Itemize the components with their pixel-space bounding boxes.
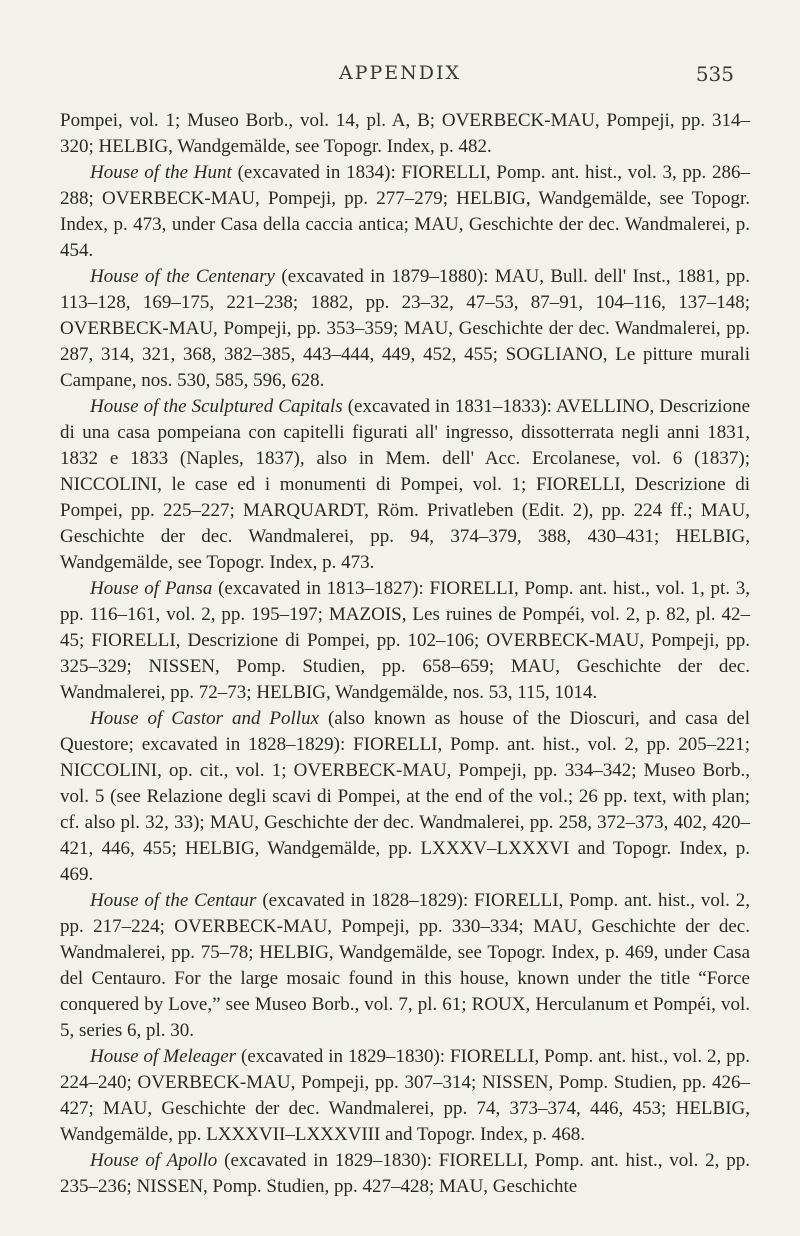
entry-text: (excavated in 1829–1830): FIORELLI, Pomp. ant. hist., vol. 2, pp. 224–240; OVERBECK-MAU, Pompeji, pp. 307–314; NISSEN, Pomp. Studien, pp. 426–427; MAU, Geschichte der dec. Wandmalerei, pp. 74, 373–374, 446, 453; HELBIG, Wandgemälde, pp. LXXXVII–LXXXVIII and Topogr. Index, p. 468.	[60, 1046, 750, 1145]
bibliography-entry	[60, 888, 750, 1044]
running-head	[0, 62, 800, 92]
page-header-title: APPENDIX	[338, 62, 462, 84]
entry-text: (excavated in 1831–1833): AVELLINO, Descrizione di una casa pompeiana con capitelli figurati all' ingresso, dissotterrata negli anni 1831, 1832 e 1833 (Naples, 1837), also in Mem. dell' Acc. Ercolanese, vol. 6 (1837); NICCOLINI, le case ed i monumenti di Pompei, vol. 1; FIORELLI, Descrizione di Pompei, pp. 225–227; MARQUARDT, Röm. Privatleben (Edit. 2), pp. 224 ff.; MAU, Geschichte der dec. Wandmalerei, pp. 94, 374–379, 388, 430–431; HELBIG, Wandgemälde, see Topogr. Index, p. 473.	[60, 396, 751, 573]
entry-text: (also known as house of the Dioscuri, and casa del Questore; excavated in 1828–1829): FIORELLI, Pomp. ant. hist., vol. 2, pp. 205–221; NICCOLINI, op. cit., vol. 1; OVERBECK-MAU, Pompeji, pp. 334–342; Museo Borb., vol. 5 (see Relazione degli scavi di Pompei, at the end of the vol.; 26 pp. text, with plan; cf. also pl. 32, 33); MAU, Geschichte der dec. Wandmalerei, pp. 258, 372–373, 402, 420–421, 446, 455; HELBIG, Wandgemälde, pp. LXXXV–LXXXVI and Topogr. Index, p. 469.	[60, 708, 751, 885]
entry-title: House of Apollo	[90, 1150, 218, 1171]
entry-title: House of the Centaur	[90, 890, 257, 911]
entry-text: (excavated in 1834): FIORELLI, Pomp. ant. hist., vol. 3, pp. 286–288; OVERBECK-MAU, Pompeji, pp. 277–279; HELBIG, Wandgemälde, see Topogr. Index, p. 473, under Casa della caccia antica; MAU, Geschichte der dec. Wandmalerei, p. 454.	[60, 162, 751, 261]
entry-text: (excavated in 1879–1880): MAU, Bull. dell' Inst., 1881, pp. 113–128, 169–175, 221–238; 1882, pp. 23–32, 47–53, 87–91, 104–116, 137–148; OVERBECK-MAU, Pompeji, pp. 353–359; MAU, Geschichte der dec. Wandmalerei, pp. 287, 314, 321, 368, 382–385, 443–444, 449, 452, 455; SOGLIANO, Le pitture murali Campane, nos. 530, 585, 596, 628.	[60, 266, 751, 391]
entry-title: House of Castor and Pollux	[90, 708, 320, 729]
page-number: 535	[695, 62, 734, 86]
entry-title: House of the Hunt	[90, 162, 232, 183]
bibliography-entry	[60, 706, 750, 888]
entry-title: House of the Centenary	[90, 266, 275, 287]
bibliography-entry	[60, 160, 750, 264]
bibliography-entry	[60, 264, 750, 394]
bibliography-entry	[60, 394, 750, 576]
bibliography-text	[60, 108, 750, 1200]
bibliography-entry	[60, 1044, 750, 1148]
entry-text: (excavated in 1829–1830): FIORELLI, Pomp. ant. hist., vol. 2, pp. 235–236; NISSEN, Pomp. Studien, pp. 427–428; MAU, Geschichte	[60, 1150, 750, 1197]
entry-text: (excavated in 1828–1829): FIORELLI, Pomp. ant. hist., vol. 2, pp. 217–224; OVERBECK-MAU, Pompeji, pp. 330–334; MAU, Geschichte der dec. Wandmalerei, pp. 75–78; HELBIG, Wandgemälde, see Topogr. Index, p. 469, under Casa del Centauro. For the large mosaic found in this house, known under the title “Force conquered by Love,” see Museo Borb., vol. 7, pl. 61; ROUX, Herculanum et Pompéi, vol. 5, series 6, pl. 30.	[60, 890, 750, 1041]
entry-title: House of Pansa	[90, 578, 213, 599]
entry-text: (excavated in 1813–1827): FIORELLI, Pomp. ant. hist., vol. 1, pt. 3, pp. 116–161, vol. 2, pp. 195–197; MAZOIS, Les ruines de Pompéi, vol. 2, p. 82, pl. 42–45; FIORELLI, Descrizione di Pompei, pp. 102–106; OVERBECK-MAU, Pompeji, pp. 325–329; NISSEN, Pomp. Studien, pp. 658–659; MAU, Geschichte der dec. Wandmalerei, pp. 72–73; HELBIG, Wandgemälde, nos. 53, 115, 1014.	[60, 578, 751, 703]
bibliography-entry	[60, 576, 750, 706]
entry-text: Pompei, vol. 1; Museo Borb., vol. 14, pl. A, B; OVERBECK-MAU, Pompeji, pp. 314–320; HELBIG, Wandgemälde, see Topogr. Index, p. 482.	[60, 110, 750, 157]
entry-title: House of Meleager	[90, 1046, 237, 1067]
entry-title: House of the Sculptured Capitals	[90, 396, 343, 417]
bibliography-entry	[60, 108, 750, 160]
bibliography-entry	[60, 1148, 750, 1200]
